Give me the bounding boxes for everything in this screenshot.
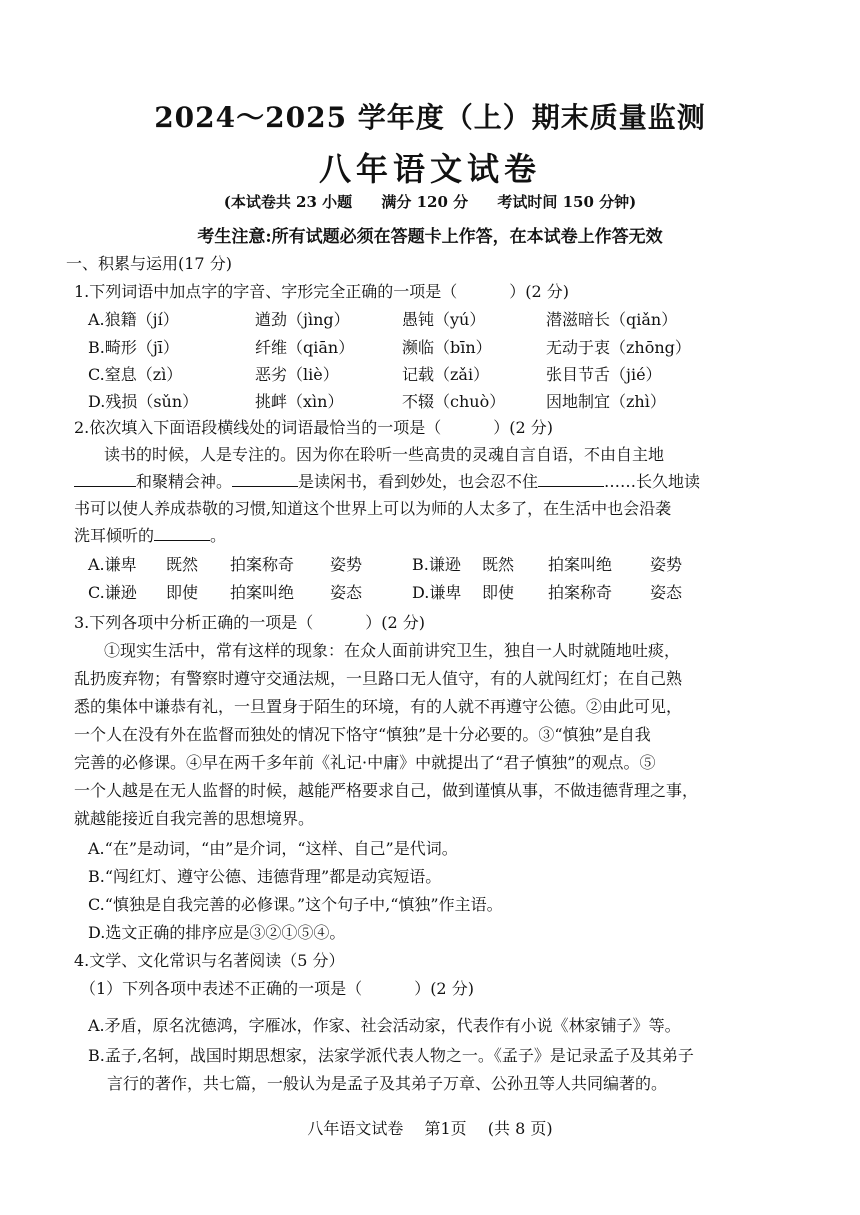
- q4-sub-score: ）(2 分): [414, 979, 474, 998]
- q1-option: B.畸形（jī）: [88, 338, 179, 357]
- q2-text: 是读闲书，看到妙处，也会忍不住: [298, 472, 539, 491]
- q3-passage-line: ①现实生活中，常有这样的现象：在众人面前讲究卫生，独自一人时就随地吐痰，: [104, 641, 681, 660]
- q1-option: 遒劲（jìng）: [255, 310, 350, 329]
- q2-option: 姿势: [330, 555, 363, 574]
- q1-option: 因地制宜（zhì）: [546, 392, 666, 411]
- q3-passage-line: 悉的集体中谦恭有礼，一旦置身于陌生的环境，有的人就不再遵守公德。②由此可见，: [74, 697, 683, 716]
- q3-option: C.“慎独是自我完善的必修课。”这个句子中,“慎独”作主语。: [88, 895, 503, 914]
- q2-stem: [74, 415, 553, 438]
- q2-text: ……长久地读: [604, 472, 701, 491]
- q2-option: 姿势: [650, 555, 683, 574]
- q3-passage-line: 完善的必修课。④早在两千多年前《礼记·中庸》中就提出了“君子慎独”的观点。⑤: [74, 753, 656, 772]
- fill-blank: [74, 472, 136, 487]
- fill-blank: [232, 472, 298, 487]
- q2-text: 洗耳倾听的: [74, 526, 155, 545]
- q2-stem-score: ）(2 分): [493, 418, 554, 437]
- q4-option: B.孟子,名轲，战国时期思想家，法家学派代表人物之一。《孟子》是记录孟子及其弟子: [88, 1046, 694, 1065]
- q3-passage-line: 一个人越是在无人监督的时候，越能严格要求自己，做到谨慎从事，不做违德背理之事，: [74, 781, 699, 800]
- exam-subtitle: 八年语文试卷: [318, 150, 541, 188]
- info-time: 考试时间 150 分钟): [497, 193, 637, 211]
- q3-passage-line: 就越能接近自我完善的思想境界。: [74, 809, 315, 828]
- q2-option: 既然: [166, 555, 199, 574]
- q4-sub-text: （1）下列各项中表述不正确的一项是（: [80, 979, 363, 998]
- q1-option: 挑衅（xìn）: [255, 392, 344, 411]
- q3-stem-score: ）(2 分): [365, 613, 426, 632]
- q2-option: 既然: [482, 555, 515, 574]
- q2-passage-line: [74, 523, 226, 546]
- q2-text: 和聚精会神。: [136, 472, 233, 491]
- q3-passage-line: 一个人在没有外在监督而独处的情况下恪守“慎独”是十分必要的。③“慎独”是自我: [74, 725, 651, 744]
- fill-blank: [538, 472, 604, 487]
- exam-title: 2024～2025 学年度（上）期末质量监测: [154, 101, 706, 134]
- q1-option: 潜滋暗长（qiǎn）: [546, 310, 678, 329]
- q2-option: C.谦逊: [88, 583, 137, 602]
- q1-option: D.残损（sǔn）: [88, 392, 199, 411]
- q1-option: C.窒息（zì）: [88, 365, 183, 384]
- q3-stem-text: 3.下列各项中分析正确的一项是（: [74, 613, 314, 632]
- q2-option: 即使: [482, 583, 515, 602]
- info-score: 满分 120 分: [381, 193, 469, 211]
- info-count: (本试卷共 23 小题: [223, 193, 353, 211]
- q4-option: A.矛盾，原名沈德鸿，字雁冰，作家、社会活动家，代表作有小说《林家铺子》等。: [88, 1016, 681, 1035]
- exam-info: [0, 191, 860, 212]
- q4-stem: 4.文学、文化常识与名著阅读（5 分）: [74, 951, 345, 970]
- q2-option: 拍案叫绝: [548, 555, 613, 574]
- q1-option: A.狼籍（jí）: [88, 310, 179, 329]
- q1-option: 愚钝（yú）: [402, 310, 486, 329]
- q2-option: 拍案称奇: [548, 583, 613, 602]
- q2-stem-text: 2.依次填入下面语段横线处的词语最恰当的一项是（: [74, 418, 442, 437]
- q1-option: 无动于衷（zhōng）: [546, 338, 691, 357]
- q1-option: 纤维（qiān）: [255, 338, 355, 357]
- q3-option: D.选文正确的排序应是③②①⑤④。: [88, 923, 346, 942]
- q2-option: B.谦逊: [412, 555, 461, 574]
- q1-option: 不辍（chuò）: [402, 392, 506, 411]
- q2-option: 姿态: [650, 583, 683, 602]
- q2-passage-line: 读书的时候，人是专注的。因为你在聆听一些高贵的灵魂自言自语，不由自主地: [104, 445, 665, 464]
- page-footer: [0, 1116, 860, 1139]
- q3-option: A.“在”是动词，“由”是介词，“这样、自己”是代词。: [88, 839, 458, 858]
- q1-stem-text: 1.下列词语中加点字的字音、字形完全正确的一项是（: [74, 282, 458, 301]
- q1-option: 张目节舌（jié）: [546, 365, 662, 384]
- section-heading: 一、积累与运用(17 分): [66, 254, 232, 273]
- q2-option: 拍案称奇: [230, 555, 295, 574]
- q4-sub-stem: [80, 976, 474, 999]
- fill-blank: [154, 526, 210, 541]
- q2-passage-line: 书可以使人养成恭敬的习惯,知道这个世界上可以为师的人太多了，在生活中也会沿袭: [74, 499, 672, 518]
- q3-stem: [74, 610, 425, 633]
- q4-option-cont: 言行的著作，共七篇，一般认为是孟子及其弟子万章、公孙丑等人共同编著的。: [107, 1074, 668, 1093]
- q1-option: 恶劣（liè）: [255, 365, 339, 384]
- q1-option: 濒临（bīn）: [402, 338, 492, 357]
- q2-text: 。: [210, 526, 227, 545]
- footer-title: 八年语文试卷: [307, 1119, 404, 1138]
- q2-option: D.谦卑: [412, 583, 462, 602]
- q2-option: 拍案叫绝: [230, 583, 295, 602]
- q2-option: 即使: [166, 583, 199, 602]
- q1-stem: [74, 279, 569, 302]
- q1-stem-score: ）(2 分): [509, 282, 570, 301]
- footer-page: 第1页: [424, 1119, 467, 1138]
- q2-option: A.谦卑: [88, 555, 137, 574]
- q1-option: 记载（zǎi）: [402, 365, 490, 384]
- q2-passage-line: [74, 469, 700, 492]
- q3-option: B.“闯红灯、遵守公德、违德背理”都是动宾短语。: [88, 867, 442, 886]
- q3-passage-line: 乱扔废弃物；有警察时遵守交通法规，一旦路口无人值守，有的人就闯红灯；在自己熟: [74, 669, 683, 688]
- exam-notice: 考生注意:所有试题必须在答题卡上作答，在本试卷上作答无效: [197, 227, 663, 247]
- footer-total: (共 8 页): [487, 1119, 553, 1138]
- q2-option: 姿态: [330, 583, 363, 602]
